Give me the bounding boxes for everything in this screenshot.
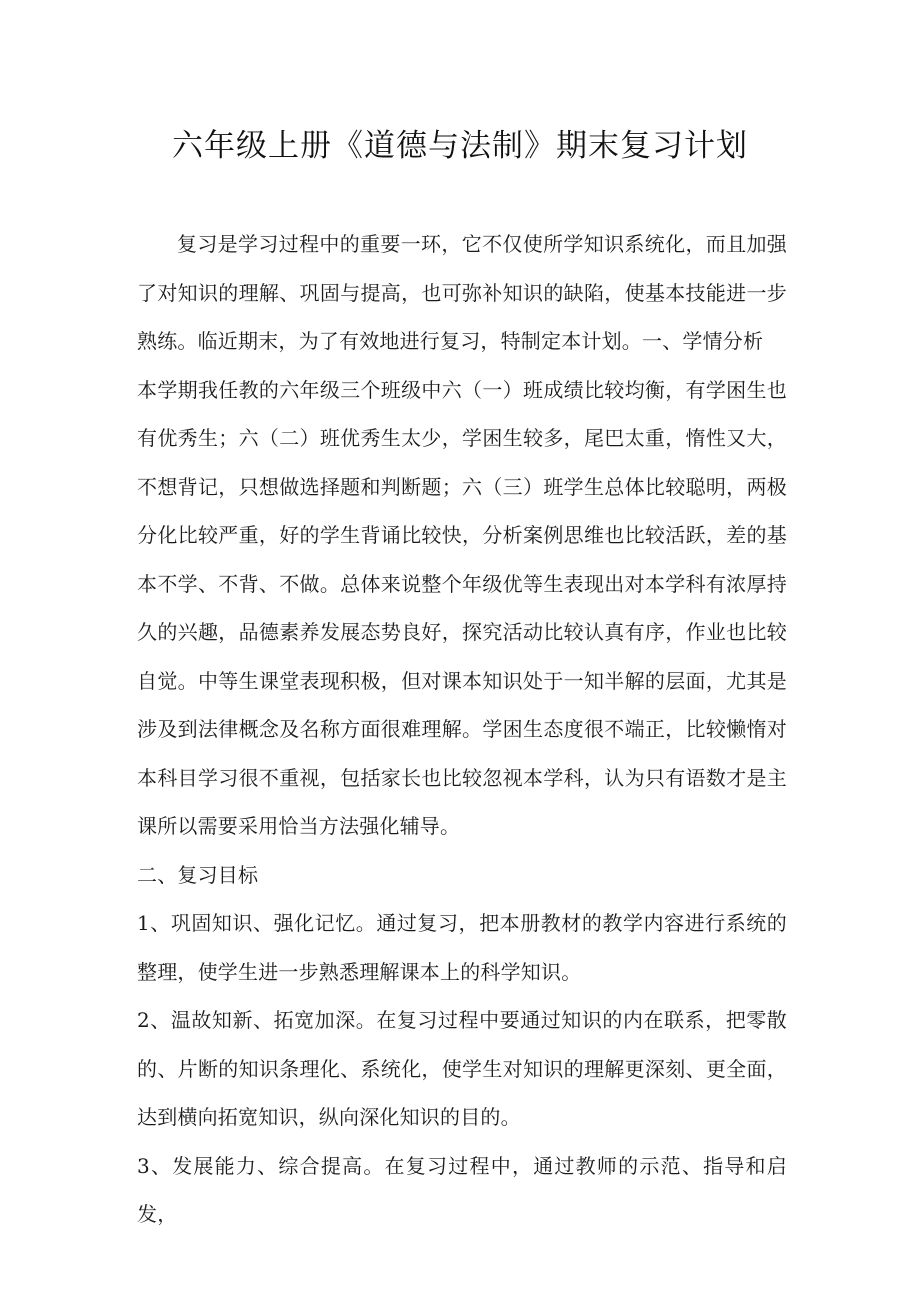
document-title: 六年级上册《道德与法制》期末复习计划 <box>172 128 748 164</box>
document-body <box>137 220 787 1239</box>
section-heading-review-goals: 二、复习目标 <box>137 862 259 887</box>
paragraph-intro: 复习是学习过程中的重要一环，它不仅使所学知识系统化，而且加强了对知识的理解、巩固与提高，也可弥补知识的缺陷，使基本技能进一步熟练。临近期末，为了有效地进行复习，特制定本计划。一、学情分析 <box>137 232 787 353</box>
paragraph-learning-analysis: 本学期我任教的六年级三个班级中六（一）班成绩比较均衡，有学困生也有优秀生；六（二）班优秀生太少，学困生较多，尾巴太重，惰性又大，不想背记，只想做选择题和判断题；六（三）班学生总体比较聪明，两极分化比较严重，好的学生背诵比较快，分析案例思维也比较活跃，差的基本不学、不背、不做。总体来说整个年级优等生表现出对本学科有浓厚持久的兴趣，品德素养发展态势良好，探究活动比较认真有序，作业也比较自觉。中等生课堂表现积极，但对课本知识处于一知半解的层面，尤其是涉及到法律概念及名称方面很难理解。学困生态度很不端正，比较懒惰对本科目学习很不重视，包括家长也比较忽视本学科，认为只有语数才是主课所以需要采用恰当方法强化辅导。 <box>137 377 787 838</box>
paragraph-goal-1: 1、巩固知识、强化记忆。通过复习，把本册教材的教学内容进行系统的整理，使学生进一步熟悉理解课本上的科学知识。 <box>137 911 787 984</box>
paragraph-goal-3: 3、发展能力、综合提高。在复习过程中，通过教师的示范、指导和启发， <box>137 1153 787 1226</box>
paragraph-goal-2: 2、温故知新、拓宽加深。在复习过程中要通过知识的内在联系，把零散的、片断的知识条理化、系统化，使学生对知识的理解更深刻、更全面，达到横向拓宽知识，纵向深化知识的目的。 <box>137 1008 787 1129</box>
